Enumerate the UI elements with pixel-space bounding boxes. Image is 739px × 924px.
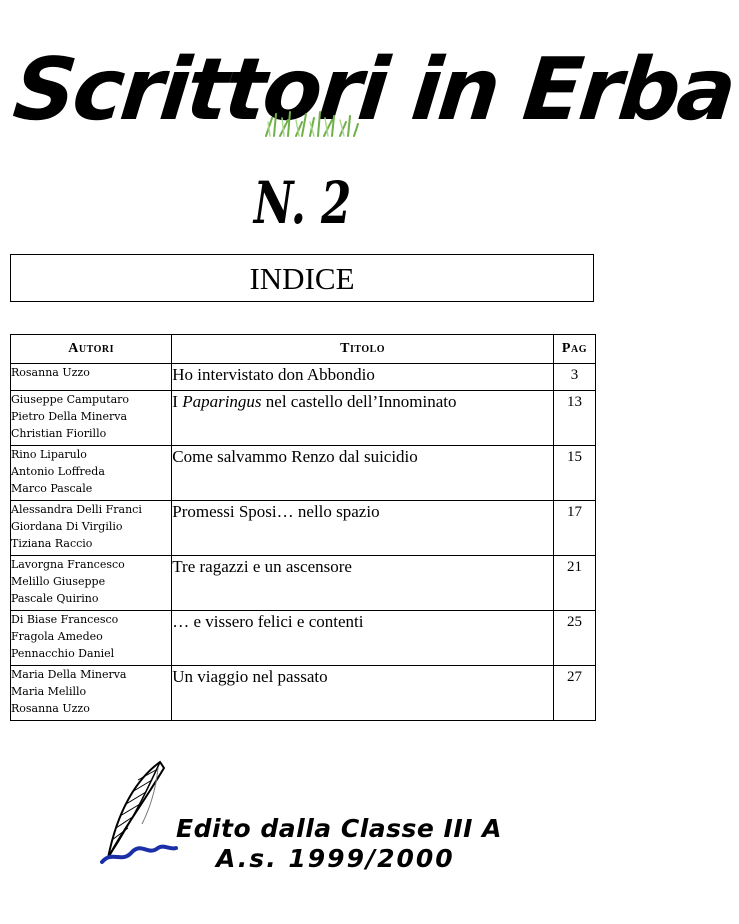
row-authors bbox=[11, 501, 172, 556]
row-authors bbox=[11, 556, 172, 611]
row-page-number: 25 bbox=[553, 611, 595, 666]
row-page-number: 27 bbox=[553, 666, 595, 721]
author-name: Rino Liparulo bbox=[11, 448, 87, 461]
row-page-number: 15 bbox=[553, 446, 595, 501]
title-post-text: nel castello dell’Innominato bbox=[261, 392, 457, 411]
row-page-number: 3 bbox=[553, 364, 595, 391]
title-pre-text: … e vissero felici e contenti bbox=[172, 612, 364, 631]
table-row bbox=[11, 501, 596, 556]
table-row bbox=[11, 666, 596, 721]
author-name: Pietro Della Minerva bbox=[11, 410, 128, 423]
row-title bbox=[172, 556, 554, 611]
table-row bbox=[11, 391, 596, 446]
author-name: Tiziana Raccio bbox=[11, 537, 93, 550]
author-name: Lavorgna Francesco bbox=[11, 558, 125, 571]
author-name: Maria Melillo bbox=[11, 685, 87, 698]
row-page-number: 13 bbox=[553, 391, 595, 446]
author-name: Marco Pascale bbox=[11, 482, 93, 495]
author-name: Rosanna Uzzo bbox=[11, 702, 90, 715]
title-pre-text: Tre ragazzi e un ascensore bbox=[172, 557, 352, 576]
table-of-contents bbox=[10, 334, 596, 721]
author-name: Di Biase Francesco bbox=[11, 613, 119, 626]
row-authors bbox=[11, 364, 172, 391]
colophon bbox=[176, 814, 502, 874]
issue-number: N. 2 bbox=[253, 169, 352, 237]
masthead-title: Scrittori in Erba bbox=[9, 40, 738, 140]
row-title bbox=[172, 446, 554, 501]
header-authors: Autori bbox=[11, 335, 172, 364]
row-title bbox=[172, 501, 554, 556]
author-name: Fragola Amedeo bbox=[11, 630, 103, 643]
author-name: Melillo Giuseppe bbox=[11, 575, 106, 588]
row-authors bbox=[11, 666, 172, 721]
row-title bbox=[172, 666, 554, 721]
colophon-school-year: A.s. 1999/2000 bbox=[216, 844, 455, 873]
title-pre-text: Promessi Sposi… nello spazio bbox=[172, 502, 380, 521]
title-pre-text: Ho intervistato don Abbondio bbox=[172, 365, 375, 384]
grass-illustration bbox=[262, 108, 362, 138]
table-row bbox=[11, 364, 596, 391]
row-page-number: 21 bbox=[553, 556, 595, 611]
header-page: Pag bbox=[553, 335, 595, 364]
title-pre-text: I bbox=[172, 392, 183, 411]
author-name: Pascale Quirino bbox=[11, 592, 99, 605]
author-name: Giordana Di Virgilio bbox=[11, 520, 123, 533]
quill-pen-icon bbox=[98, 758, 178, 868]
author-name: Christian Fiorillo bbox=[11, 427, 107, 440]
title-em-text: Paparingus bbox=[182, 392, 262, 411]
row-title bbox=[172, 611, 554, 666]
author-name: Giuseppe Camputaro bbox=[11, 393, 130, 406]
header-title: Titolo bbox=[172, 335, 554, 364]
author-name: Antonio Loffreda bbox=[11, 465, 105, 478]
row-authors bbox=[11, 446, 172, 501]
index-heading: INDICE bbox=[10, 254, 594, 302]
row-page-number: 17 bbox=[553, 501, 595, 556]
author-name: Rosanna Uzzo bbox=[11, 366, 90, 379]
row-authors bbox=[11, 391, 172, 446]
row-title bbox=[172, 391, 554, 446]
title-pre-text: Come salvammo Renzo dal suicidio bbox=[172, 447, 418, 466]
table-row bbox=[11, 611, 596, 666]
colophon-class: Edito dalla Classe III A bbox=[176, 814, 503, 843]
title-pre-text: Un viaggio nel passato bbox=[172, 667, 328, 686]
table-row bbox=[11, 556, 596, 611]
author-name: Pennacchio Daniel bbox=[11, 647, 115, 660]
row-title bbox=[172, 364, 554, 391]
author-name: Alessandra Delli Franci bbox=[11, 503, 142, 516]
table-row bbox=[11, 446, 596, 501]
author-name: Maria Della Minerva bbox=[11, 668, 127, 681]
row-authors bbox=[11, 611, 172, 666]
